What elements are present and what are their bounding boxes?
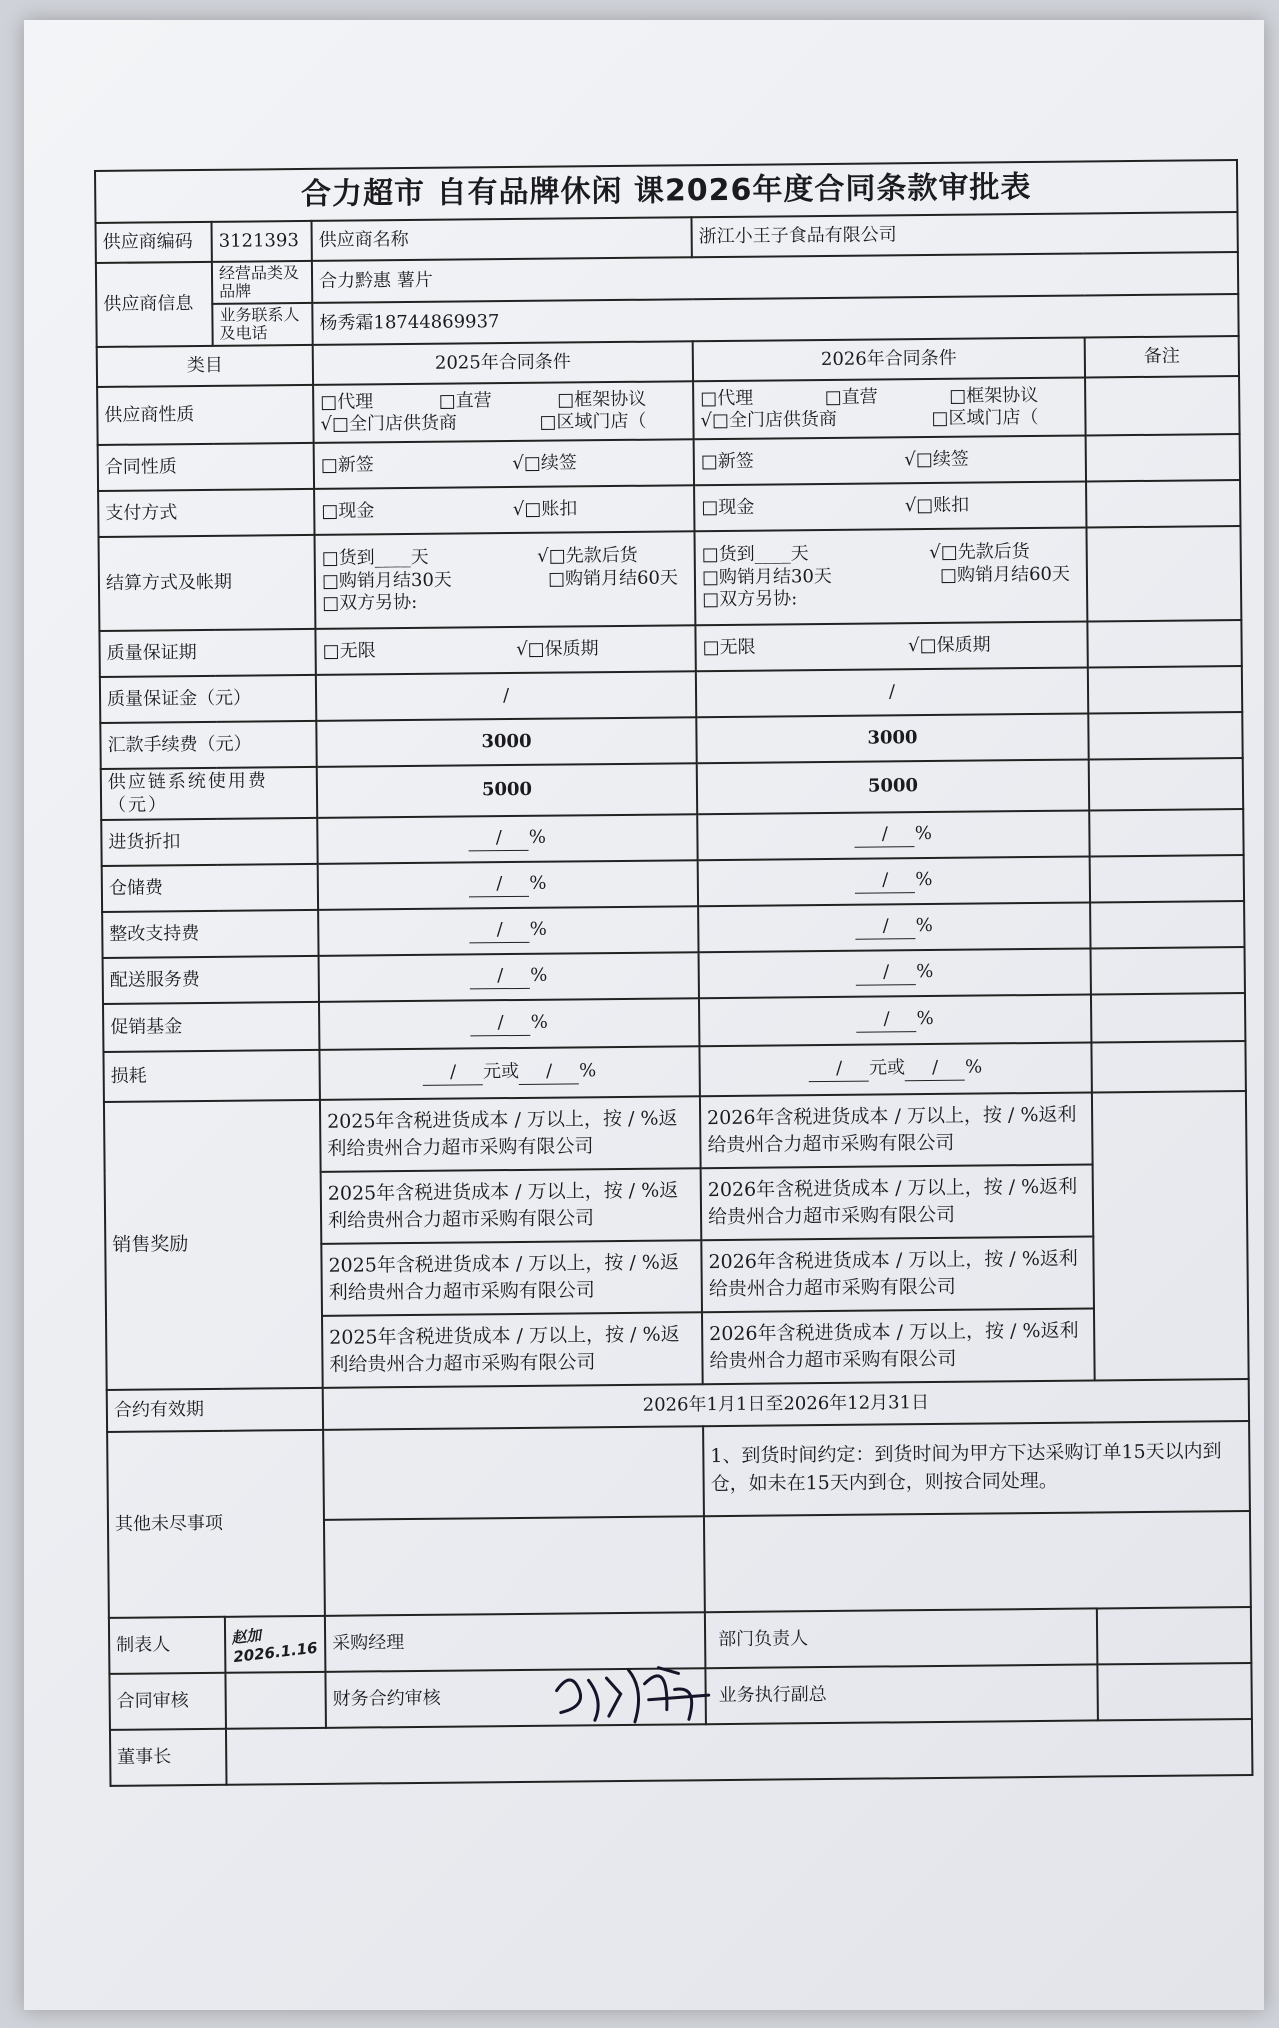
opt-renew: √□续签 bbox=[512, 452, 577, 474]
pct-2025: / % bbox=[318, 906, 698, 956]
maker-signature: 赵加 2026.1.16 bbox=[225, 1616, 326, 1673]
other-2025 bbox=[323, 1426, 704, 1520]
contract-review-label: 合同审核 bbox=[109, 1673, 226, 1730]
header-2026: 2026年合同条件 bbox=[693, 337, 1085, 381]
warranty-label: 质量保证期 bbox=[99, 629, 315, 677]
opt-direct: □直营 bbox=[824, 385, 878, 408]
other-label: 其他未尽事项 bbox=[107, 1430, 325, 1618]
opt-all-stores: √□全门店供货商 bbox=[700, 408, 838, 432]
opt-deduct: √□账扣 bbox=[904, 494, 970, 516]
nature-2026 bbox=[693, 377, 1086, 439]
deposit-2026: / bbox=[696, 667, 1088, 717]
pct-2025: / % bbox=[318, 860, 698, 910]
opt-direct: □直营 bbox=[438, 389, 492, 412]
opt-cash: □现金 bbox=[701, 496, 755, 518]
scm-2026: 5000 bbox=[697, 759, 1089, 814]
supplier-code-label: 供应商编码 bbox=[96, 222, 212, 263]
loss-2026: / 元或 / % bbox=[699, 1042, 1091, 1096]
opt-on-arrival: □货到____天 bbox=[321, 547, 429, 570]
buyer-manager-label: 采购经理 bbox=[325, 1612, 706, 1672]
pct-remark bbox=[1091, 993, 1245, 1042]
pct-2025: / % bbox=[319, 998, 699, 1050]
header-remark: 备注 bbox=[1085, 336, 1239, 377]
warranty-remark bbox=[1087, 620, 1241, 667]
deposit-label: 质量保证金（元） bbox=[100, 675, 316, 723]
opt-shelf-life: √□保质期 bbox=[908, 634, 991, 656]
opt-prepay: √□先款后货 bbox=[929, 541, 1030, 564]
settle-label: 结算方式及帐期 bbox=[99, 535, 316, 631]
settle-2025 bbox=[315, 531, 696, 629]
pay-2025 bbox=[314, 485, 694, 535]
pct-label: 促销基金 bbox=[103, 1002, 319, 1052]
reward-2025: 2025年含税进货成本 / 万以上，按 / %返利给贵州合力超市采购有限公司 bbox=[321, 1240, 702, 1316]
remit-label: 汇款手续费（元） bbox=[100, 721, 316, 769]
pct-2025: / % bbox=[317, 814, 697, 864]
opt-cash: □现金 bbox=[321, 500, 375, 522]
remit-2025: 3000 bbox=[316, 717, 696, 767]
pct-label: 仓储费 bbox=[102, 864, 318, 912]
vp-sign bbox=[1097, 1663, 1252, 1720]
supplier-name-value: 浙江小王子食品有限公司 bbox=[691, 212, 1237, 257]
chairman-label: 董事长 bbox=[110, 1729, 227, 1786]
pct-remark bbox=[1090, 855, 1244, 902]
loss-2025: / 元或 / % bbox=[319, 1046, 699, 1100]
opt-new: □新签 bbox=[320, 454, 374, 476]
opt-unlimited: □无限 bbox=[702, 636, 756, 658]
opt-on-arrival: □货到____天 bbox=[701, 543, 809, 566]
contract-remark bbox=[1086, 434, 1240, 481]
contract-2026 bbox=[694, 435, 1086, 485]
nature-remark bbox=[1085, 376, 1240, 435]
supplier-name-label: 供应商名称 bbox=[311, 217, 691, 261]
maker-label: 制表人 bbox=[109, 1617, 226, 1674]
validity-value: 2026年1月1日至2026年12月31日 bbox=[323, 1379, 1249, 1430]
other-blank-left bbox=[324, 1516, 705, 1616]
vp-label: 业务执行副总 bbox=[705, 1664, 1098, 1724]
opt-monthly-30: □购销月结30天 bbox=[321, 569, 452, 592]
header-2025: 2025年合同条件 bbox=[313, 341, 693, 385]
opt-agent: □代理 bbox=[700, 387, 754, 409]
supplier-info-label: 供应商信息 bbox=[96, 262, 213, 347]
opt-other: □双方另协: bbox=[702, 588, 798, 611]
category-value: 合力黔惠 薯片 bbox=[312, 252, 1238, 303]
opt-agent: □代理 bbox=[320, 390, 374, 413]
opt-monthly-30: □购销月结30天 bbox=[701, 565, 832, 588]
reward-2025: 2025年含税进货成本 / 万以上，按 / %返利给贵州合力超市采购有限公司 bbox=[321, 1168, 702, 1244]
deposit-remark bbox=[1088, 666, 1242, 713]
pct-2026: / % bbox=[697, 810, 1089, 860]
remit-2026: 3000 bbox=[696, 713, 1088, 763]
opt-all-stores: √□全门店供货商 bbox=[320, 412, 458, 435]
opt-framework: □框架协议 bbox=[557, 388, 647, 411]
scm-label: 供应链系统使用费（元） bbox=[101, 767, 317, 820]
pct-2025: / % bbox=[319, 952, 699, 1002]
opt-regional: □区域门店（ bbox=[931, 406, 1039, 429]
finance-review-label: 财务合约审核 bbox=[325, 1668, 706, 1728]
warranty-2026 bbox=[695, 621, 1087, 671]
opt-unlimited: □无限 bbox=[322, 640, 376, 662]
opt-framework: □框架协议 bbox=[949, 384, 1039, 407]
settle-2026 bbox=[694, 527, 1087, 625]
opt-new: □新签 bbox=[700, 450, 754, 472]
reward-2025: 2025年含税进货成本 / 万以上，按 / %返利给贵州合力超市采购有限公司 bbox=[322, 1312, 703, 1388]
scm-remark bbox=[1089, 758, 1243, 810]
reward-label: 销售奖励 bbox=[104, 1100, 323, 1390]
form-table bbox=[94, 159, 1253, 1787]
pct-remark bbox=[1090, 901, 1244, 948]
pct-2026: / % bbox=[698, 902, 1090, 952]
opt-regional: □区域门店（ bbox=[539, 410, 647, 433]
settle-remark bbox=[1086, 526, 1241, 621]
nature-2025 bbox=[313, 381, 694, 443]
opt-deduct: √□账扣 bbox=[512, 498, 578, 520]
contract-label: 合同性质 bbox=[98, 443, 314, 491]
opt-monthly-60: □购销月结60天 bbox=[939, 563, 1071, 586]
deposit-2025: / bbox=[316, 671, 696, 721]
reward-2026: 2026年含税进货成本 / 万以上，按 / %返利给贵州合力超市采购有限公司 bbox=[701, 1236, 1094, 1312]
pct-label: 配送服务费 bbox=[103, 956, 319, 1004]
paper-sheet bbox=[24, 20, 1264, 2010]
loss-remark bbox=[1091, 1041, 1245, 1092]
dept-head-sign bbox=[1097, 1607, 1252, 1664]
other-blank-right bbox=[704, 1511, 1251, 1612]
pct-label: 进货折扣 bbox=[101, 818, 317, 866]
contact-label: 业务联系人及电话 bbox=[212, 303, 312, 346]
pay-2026 bbox=[694, 481, 1086, 531]
pct-remark bbox=[1091, 947, 1245, 994]
pct-2026: / % bbox=[698, 856, 1090, 906]
reward-2026: 2026年含税进货成本 / 万以上，按 / %返利给贵州合力超市采购有限公司 bbox=[701, 1164, 1094, 1240]
pay-remark bbox=[1086, 480, 1240, 527]
validity-label: 合约有效期 bbox=[107, 1388, 323, 1432]
opt-shelf-life: √□保质期 bbox=[516, 637, 599, 660]
remit-remark bbox=[1088, 712, 1242, 759]
approval-form bbox=[94, 159, 1252, 1830]
form-title: 合力超市 自有品牌休闲 课2026年度合同条款审批表 bbox=[95, 160, 1237, 223]
dept-head-label: 部门负责人 bbox=[705, 1608, 1098, 1668]
contract-2025 bbox=[314, 439, 694, 489]
warranty-2025 bbox=[315, 625, 695, 675]
reward-2026: 2026年含税进货成本 / 万以上，按 / %返利给贵州合力超市采购有限公司 bbox=[702, 1308, 1095, 1384]
loss-label: 损耗 bbox=[103, 1050, 319, 1102]
reward-2026: 2026年含税进货成本 / 万以上，按 / %返利给贵州合力超市采购有限公司 bbox=[700, 1092, 1093, 1168]
opt-monthly-60: □购销月结60天 bbox=[547, 567, 679, 590]
opt-other: □双方另协: bbox=[322, 592, 418, 615]
opt-renew: √□续签 bbox=[904, 448, 969, 470]
reward-2025: 2025年含税进货成本 / 万以上，按 / %返利给贵州合力超市采购有限公司 bbox=[320, 1096, 701, 1172]
contract-review-sign bbox=[225, 1672, 326, 1729]
supplier-code-value: 3121393 bbox=[212, 221, 312, 262]
pct-remark bbox=[1089, 809, 1243, 856]
pct-2026: / % bbox=[699, 994, 1091, 1046]
opt-prepay: √□先款后货 bbox=[537, 545, 638, 568]
other-value: 1、到货时间约定：到货时间为甲方下达采购订单15天以内到仓，如未在15天内到仓，则按合同处理。 bbox=[703, 1421, 1250, 1516]
reward-remark bbox=[1092, 1091, 1249, 1380]
scm-2025: 5000 bbox=[317, 763, 697, 818]
contact-value: 杨秀霜18744869937 bbox=[312, 294, 1238, 345]
pct-label: 整改支持费 bbox=[102, 910, 318, 958]
category-label: 经营品类及品牌 bbox=[212, 261, 312, 304]
header-item: 类目 bbox=[97, 345, 313, 387]
chairman-sign bbox=[226, 1719, 1253, 1785]
pay-label: 支付方式 bbox=[98, 489, 314, 537]
pct-2026: / % bbox=[699, 948, 1091, 998]
nature-label: 供应商性质 bbox=[97, 385, 314, 445]
